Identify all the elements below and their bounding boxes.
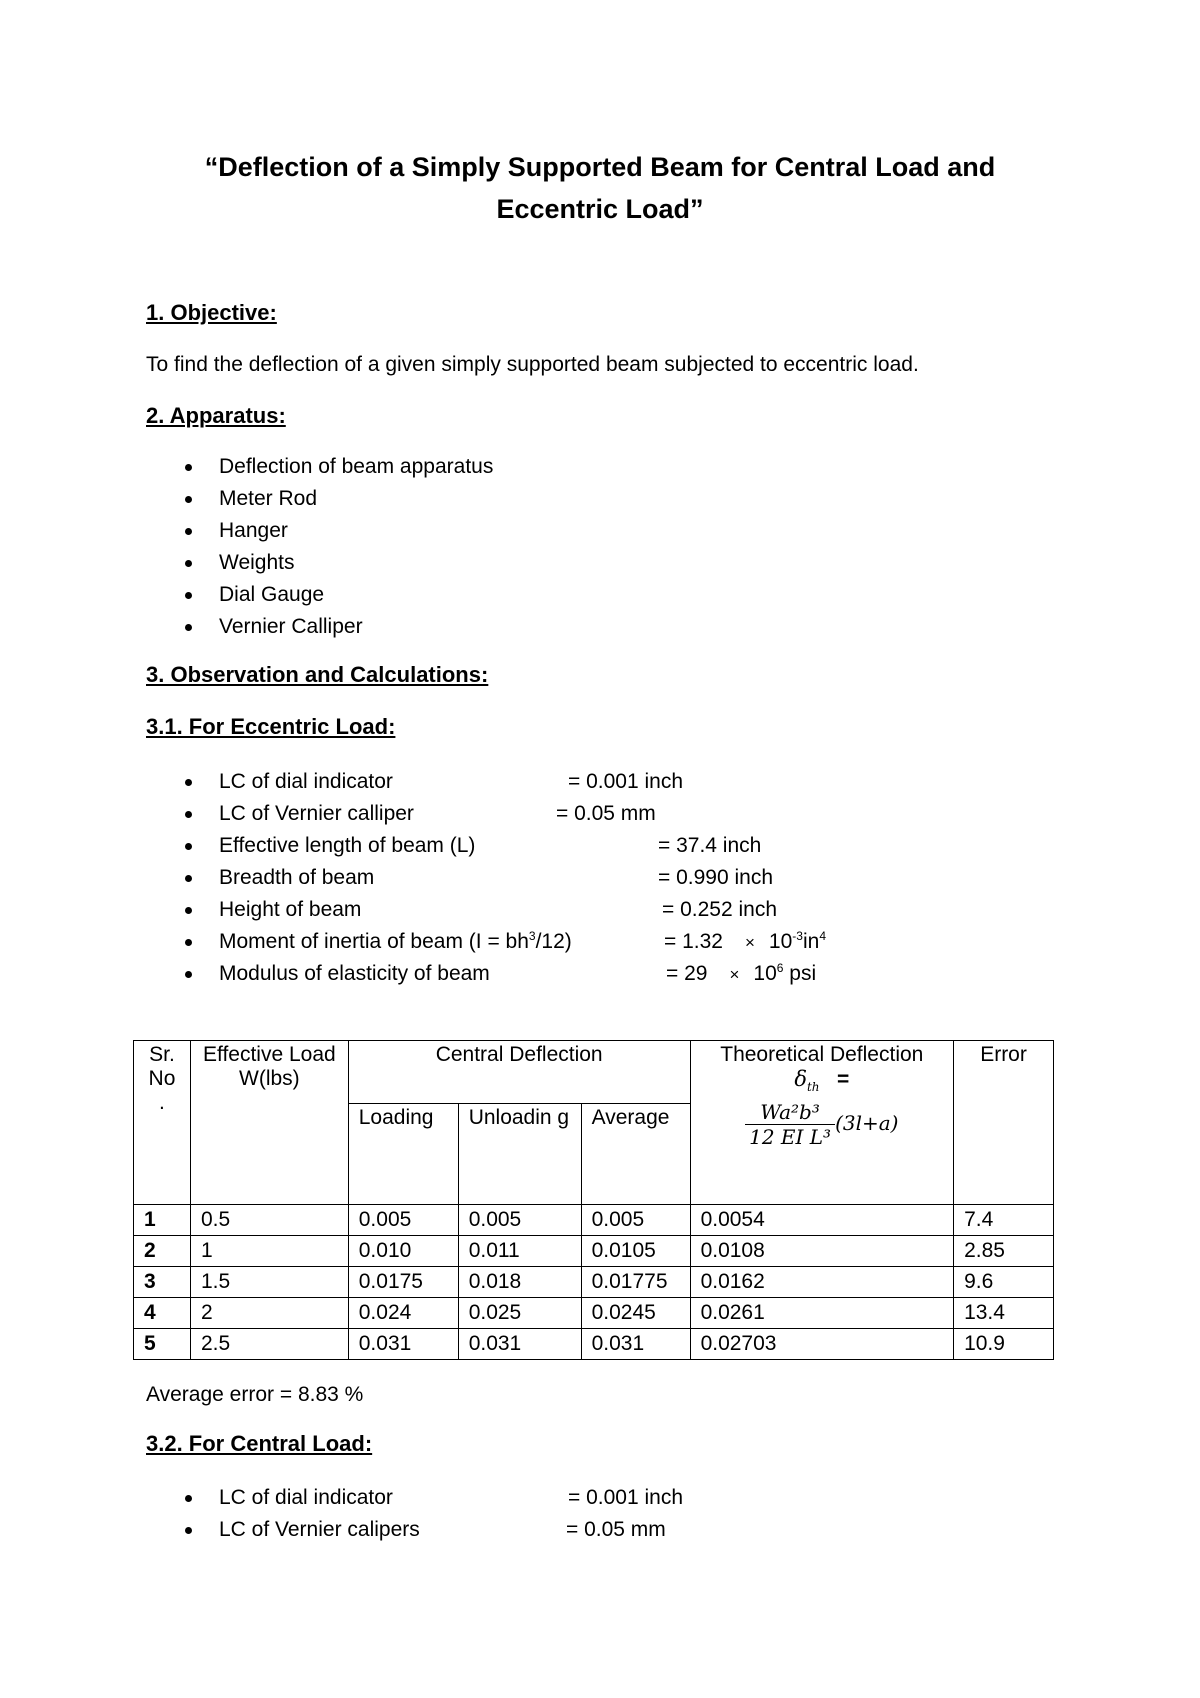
bullet-icon [185,560,192,567]
cell-sr: 5 [134,1329,191,1360]
cell-average: 0.01775 [581,1267,690,1298]
cell-loading: 0.0175 [348,1267,458,1298]
bullet-icon [185,875,192,882]
table-row [134,1267,1054,1298]
cell-unloading: 0.025 [458,1298,581,1329]
param-value-base: 10 [768,930,793,953]
apparatus-heading: 2. Apparatus: [146,403,286,428]
theoretical-symbol [701,1067,944,1094]
cell-load: 0.5 [190,1205,348,1236]
bullet-icon [185,496,192,503]
cell-average: 0.0105 [581,1236,690,1267]
param-value-mantissa: = 1.32 [664,930,723,953]
header-unloading: Unloadin g [458,1104,581,1205]
bullet-icon [185,779,192,786]
bullet-icon [185,811,192,818]
document-title-line-1: “Deflection of a Simply Supported Beam for Central Load and [204,152,996,182]
param-value: = 0.990 inch [658,866,774,889]
bullet-icon [185,971,192,978]
cell-sr: 4 [134,1298,191,1329]
header-sr-no: Sr. No . [134,1041,191,1205]
cell-loading: 0.031 [348,1329,458,1360]
cell-sr: 1 [134,1205,191,1236]
cell-theoretical: 0.0054 [690,1205,954,1236]
table-row [134,1205,1054,1236]
central-load-heading: 3.2. For Central Load: [146,1431,373,1456]
cell-theoretical: 0.0261 [690,1298,954,1329]
apparatus-item: Meter Rod [219,487,318,510]
apparatus-item: Weights [219,551,295,574]
param-value-base: 10 [753,962,777,985]
observation-heading: 3. Observation and Calculations: [146,662,489,687]
objective-text: To find the deflection of a given simply supported beam subjected to eccentric load. [146,353,919,376]
param-label: Height of beam [219,898,362,921]
cell-error: 10.9 [954,1329,1054,1360]
bullet-icon [185,624,192,631]
param-label: LC of dial indicator [219,1486,393,1509]
table-row [134,1236,1054,1267]
cell-average: 0.031 [581,1329,690,1360]
param-label-text-end: /12) [535,930,572,953]
bullet-icon [185,1495,192,1502]
formula-tail: (3l+a) [835,1111,899,1136]
cell-load: 2 [190,1298,348,1329]
cell-unloading: 0.011 [458,1236,581,1267]
header-effective-load: Effective Load W(lbs) [190,1041,348,1205]
apparatus-item: Vernier Calliper [219,615,363,638]
cell-unloading: 0.031 [458,1329,581,1360]
cell-error: 13.4 [954,1298,1054,1329]
cell-theoretical: 0.02703 [690,1329,954,1360]
header-average: Average [581,1104,690,1205]
param-value: = 0.252 inch [662,898,778,921]
cell-load: 1.5 [190,1267,348,1298]
param-label: LC of Vernier calipers [219,1518,420,1541]
bullet-icon [185,528,192,535]
param-label-text: Moment of inertia of beam (I = bh [219,930,529,953]
param-value: = 0.05 mm [556,802,656,825]
times-icon: × [729,965,740,984]
param-value-exponent: 6 [776,961,784,975]
cell-unloading: 0.005 [458,1205,581,1236]
param-label: Modulus of elasticity of beam [219,962,490,985]
eccentric-load-heading: 3.1. For Eccentric Load: [146,714,396,739]
header-central-deflection: Central Deflection [348,1041,690,1104]
cell-sr: 3 [134,1267,191,1298]
table-row [134,1298,1054,1329]
cell-theoretical: 0.0162 [690,1267,954,1298]
equals-sign: = [837,1068,850,1091]
bullet-icon [185,592,192,599]
param-unit-exponent: 4 [819,929,826,943]
formula-numerator: Wa²b³ [745,1100,835,1125]
objective-heading: 1. Objective: [146,300,277,325]
param-value [666,958,816,991]
deflection-formula [745,1100,898,1149]
param-value: = 0.001 inch [568,1486,684,1509]
param-value: = 37.4 inch [658,834,762,857]
apparatus-item: Hanger [219,519,288,542]
formula-fraction [745,1100,835,1149]
document-title-line-2: Eccentric Load” [496,194,704,224]
param-label: Effective length of beam (L) [219,834,476,857]
apparatus-item: Dial Gauge [219,583,325,606]
cell-error: 9.6 [954,1267,1054,1298]
delta-letter: δ [794,1067,807,1091]
cell-loading: 0.024 [348,1298,458,1329]
cell-loading: 0.010 [348,1236,458,1267]
header-theoretical-deflection [690,1041,954,1205]
param-value-unit: psi [789,962,817,985]
bullet-icon [185,1527,192,1534]
header-loading: Loading [348,1104,458,1205]
cell-load: 2.5 [190,1329,348,1360]
formula-denominator: 12 EI L³ [749,1125,832,1150]
param-value [664,926,826,959]
param-label [219,926,572,958]
param-value: = 0.05 mm [566,1518,666,1541]
cell-sr: 2 [134,1236,191,1267]
table-header-row [134,1041,1054,1104]
param-label: LC of Vernier calliper [219,802,414,825]
bullet-icon [185,907,192,914]
delta-symbol [794,1067,820,1095]
cell-loading: 0.005 [348,1205,458,1236]
apparatus-item: Deflection of beam apparatus [219,455,494,478]
cell-theoretical: 0.0108 [690,1236,954,1267]
param-value-unit: in [802,930,820,953]
cell-average: 0.005 [581,1205,690,1236]
header-error: Error [954,1041,1054,1205]
param-value-exponent: -3 [792,929,803,943]
delta-subscript: th [806,1080,820,1095]
theoretical-label: Theoretical Deflection [720,1043,924,1066]
param-label-exponent: 3 [528,929,536,943]
table-row [134,1329,1054,1360]
average-error: Average error = 8.83 % [146,1383,364,1406]
eccentric-observation-table [133,1040,1054,1360]
cell-load: 1 [190,1236,348,1267]
times-icon: × [744,933,755,952]
bullet-icon [185,843,192,850]
param-label: LC of dial indicator [219,770,393,793]
bullet-icon [185,939,192,946]
cell-error: 7.4 [954,1205,1054,1236]
cell-error: 2.85 [954,1236,1054,1267]
bullet-icon [185,464,192,471]
param-value: = 0.001 inch [568,770,684,793]
param-value-mantissa: = 29 [666,962,708,985]
cell-average: 0.0245 [581,1298,690,1329]
param-label: Breadth of beam [219,866,375,889]
cell-unloading: 0.018 [458,1267,581,1298]
